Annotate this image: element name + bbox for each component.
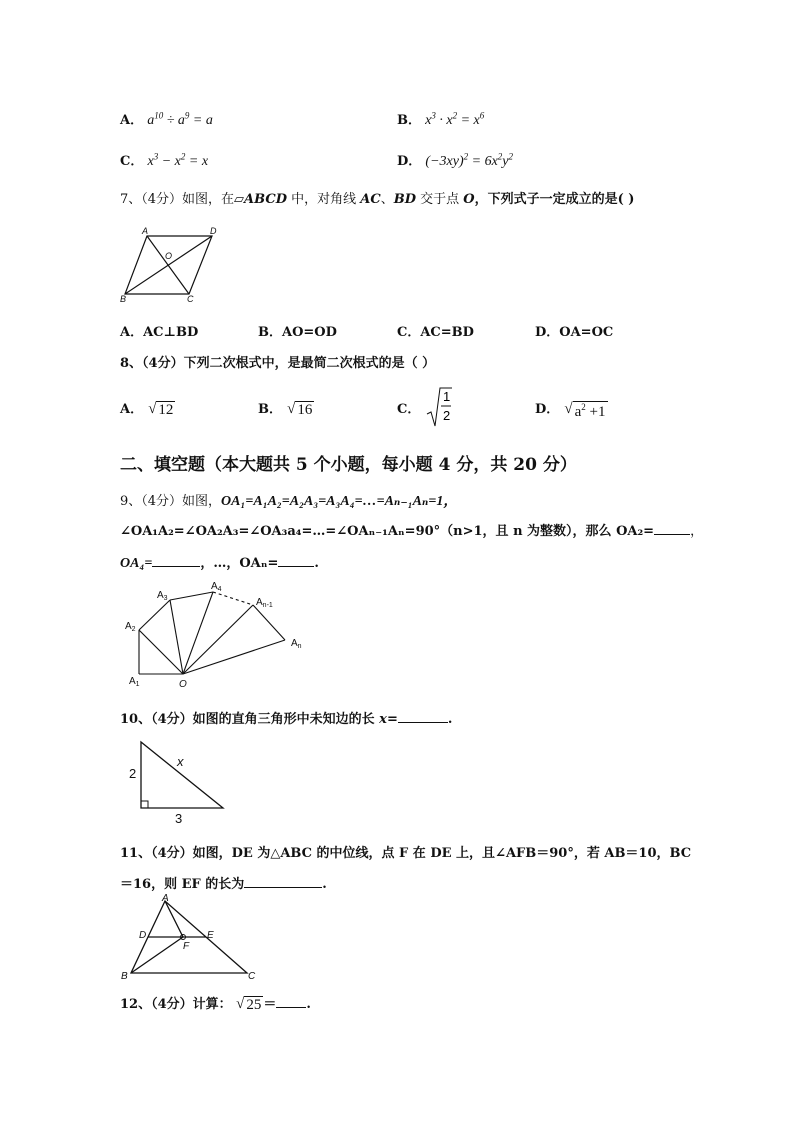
vertex-label-b: B [121, 971, 128, 982]
label-an: $A_n$ [291, 638, 302, 650]
vertex-label-d: D [210, 226, 217, 236]
vertex-label-d: D [139, 930, 147, 941]
q10-right-triangle-figure [125, 738, 235, 828]
sqrt-expression: √ 12 [148, 401, 174, 418]
vertex-label-a: A [142, 226, 149, 236]
fraction-numerator: 1 [443, 389, 451, 404]
answer-blank [654, 521, 690, 535]
q7-option-b: B．AO=OD [258, 325, 337, 340]
label-o: O [179, 679, 187, 690]
triangle-shape [141, 742, 223, 808]
q11-line1: 11、（4分）如图，DE 为△ABC 的中位线，点 F 在 DE 上，且∠AFB＝90°，若 AB＝10，BC [120, 846, 692, 861]
option-label: D． [535, 402, 560, 417]
vertex-label-f: F [183, 941, 190, 952]
label-a2: $A_2$ [125, 621, 136, 633]
option-label: A． [120, 402, 144, 417]
option-label: B． [397, 113, 421, 128]
q11-line2: ＝16，则 EF 的长为 . [120, 873, 327, 892]
hypotenuse-label: x [177, 754, 184, 769]
q9-spiral-figure [115, 580, 315, 690]
sqrt-fraction [425, 386, 453, 430]
q11-triangle-figure [115, 893, 265, 983]
sqrt-expression: √ 16 [287, 401, 313, 418]
q7-option-a: A．AC⊥BD [120, 325, 199, 340]
q6-option-a [120, 109, 213, 129]
answer-blank [278, 553, 314, 567]
option-expression: $a^{10} \div a^9 = a$ [147, 110, 213, 128]
right-angle-mark [141, 801, 148, 808]
vertex-label-o: O [165, 251, 173, 261]
option-label: C． [120, 154, 144, 169]
q9-line2: ∠OA₁A₂=∠OA₂A₃=∠OA₃a₄=…=∠OAₙ₋₁Aₙ=90°（n>1，且 n 为整数），那么 OA₂= ， [120, 520, 703, 539]
vertex-label-b: B [120, 294, 127, 304]
option-label: B． [258, 402, 282, 417]
vertex-label-a: A [162, 893, 169, 904]
q8-stem: 8、（4分）下列二次根式中，是最简二次根式的是（ ） [120, 356, 436, 371]
q6-option-b [397, 109, 484, 129]
sqrt-expression: √ 25 [236, 996, 262, 1013]
q6-option-d [397, 150, 513, 170]
q8-option-d [535, 398, 608, 421]
label-a1: $A_1$ [129, 676, 140, 688]
option-expression: $x^3 - x^2 = x$ [147, 151, 209, 169]
q9-line1: 9、（4分）如图，OA₁=A₁A₂=A₂A₃=A₃A₄=…=Aₙ₋₁Aₙ=1， [120, 494, 458, 509]
diagonal-bd [125, 236, 212, 294]
side-left-label: 2 [129, 766, 137, 781]
q12-line: 12、（4分）计算： √ 25 ＝ . [120, 996, 311, 1013]
fraction-denominator: 2 [443, 408, 451, 423]
option-label: C． [397, 401, 421, 417]
option-expression: $(-3xy)^2 = 6x^2y^2$ [425, 151, 514, 169]
answer-blank [152, 553, 200, 567]
q8-option-c [397, 386, 453, 430]
q7-stem: 7、（4分）如图，在▱ABCD 中，对角线 AC、BD 交于点 O，下列式子一定成立的是( ) [120, 192, 635, 207]
option-label: A． [120, 113, 144, 128]
vertex-label-c: C [248, 971, 256, 982]
q7-parallelogram-figure [115, 224, 225, 308]
q8-option-b [258, 398, 314, 419]
q9-line3: OA₄= ，…，OAₙ= . [120, 552, 319, 572]
vertex-label-c: C [187, 294, 194, 304]
label-a3: $A_3$ [157, 590, 168, 602]
sqrt-expression: √ $a^2 +1$ [564, 401, 606, 420]
side-bottom-label: 3 [175, 811, 183, 826]
q7-option-d: D．OA=OC [535, 325, 614, 340]
label-a4: $A_4$ [211, 581, 222, 593]
q6-option-c [120, 150, 208, 170]
vertex-label-e: E [207, 930, 214, 941]
q7-option-c: C．AC=BD [397, 325, 474, 340]
label-an-1: $A_{n-1}$ [256, 597, 273, 609]
q8-option-a [120, 398, 175, 419]
q10-stem: 10、（4分）如图的直角三角形中未知边的长 x= . [120, 708, 452, 727]
answer-blank [244, 874, 322, 888]
answer-blank [398, 709, 448, 723]
section-heading: 二、填空题（本大题共 5 个小题，每小题 4 分，共 20 分） [120, 455, 577, 475]
option-expression: $x^3 \cdot x^2 = x^6$ [425, 110, 485, 128]
answer-blank [276, 994, 306, 1008]
option-label: D． [397, 154, 422, 169]
